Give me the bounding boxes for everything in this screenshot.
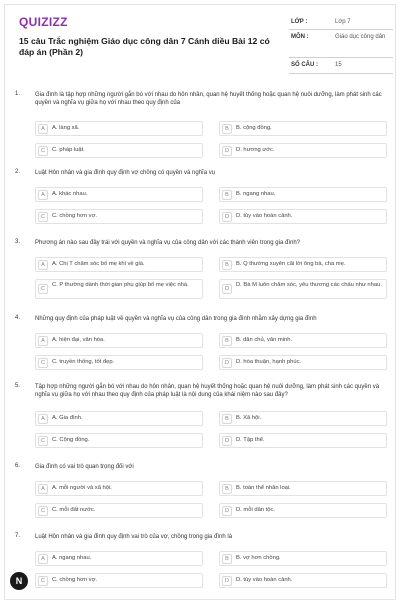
option-letter: C xyxy=(38,358,48,368)
option-b[interactable] xyxy=(219,551,387,566)
option-b[interactable] xyxy=(219,481,387,496)
option-a[interactable] xyxy=(35,411,203,426)
question-number: 7. xyxy=(15,533,21,539)
option-text: D. hòa thuận, hạnh phúc. xyxy=(236,359,302,365)
option-letter: A xyxy=(38,260,48,270)
worksheet-header xyxy=(5,5,397,69)
option-letter: A xyxy=(38,124,48,134)
meta-subject-label: MÔN : xyxy=(291,34,309,40)
option-c[interactable] xyxy=(35,143,203,158)
option-c[interactable] xyxy=(35,355,203,370)
option-d[interactable] xyxy=(219,279,387,299)
option-text: D. hương ước. xyxy=(236,147,275,153)
option-c[interactable] xyxy=(35,279,203,299)
option-letter: B xyxy=(222,414,232,424)
option-text: A. mỗi người và xã hội. xyxy=(52,485,112,491)
question-number: 2. xyxy=(15,169,21,175)
question-text: Luật Hôn nhân và gia đình quy định vai trò của vợ, chồng trong gia đình là xyxy=(35,534,233,540)
worksheet-meta xyxy=(289,15,393,74)
option-text: D. tùy vào hoàn cảnh. xyxy=(236,577,293,583)
option-b[interactable] xyxy=(219,187,387,202)
option-letter: D xyxy=(222,146,232,156)
option-a[interactable] xyxy=(35,257,203,272)
option-a[interactable] xyxy=(35,551,203,566)
option-letter: A xyxy=(38,336,48,346)
option-text: D. mỗi dân tộc. xyxy=(236,507,275,513)
option-b[interactable] xyxy=(219,121,387,136)
option-b[interactable] xyxy=(219,333,387,348)
option-text: A. Gia đình. xyxy=(52,415,83,421)
option-letter: B xyxy=(222,336,232,346)
option-d[interactable] xyxy=(219,433,387,448)
meta-class-label: LỚP : xyxy=(291,19,308,25)
option-text: C. pháp luật. xyxy=(52,147,85,153)
meta-subject-value: Giáo dục công dân xyxy=(335,34,386,40)
option-d[interactable] xyxy=(219,143,387,158)
question-number: 6. xyxy=(15,463,21,469)
option-text: A. làng xã. xyxy=(52,125,80,131)
option-text: D. Bà M luôn chăm sóc, yêu thương các cháu như nhau. xyxy=(236,282,382,288)
question-text: Những quy định của pháp luật về quyền và nghĩa vụ của công dân trong gia đình nhằm xây dựng gia đình xyxy=(35,316,317,322)
option-d[interactable] xyxy=(219,503,387,518)
option-text: B. ngang nhau. xyxy=(236,191,276,197)
question-number: 5. xyxy=(15,383,21,389)
meta-count-label: SỐ CÂU : xyxy=(291,62,318,68)
option-letter: D xyxy=(222,576,232,586)
option-d[interactable] xyxy=(219,209,387,224)
option-a[interactable] xyxy=(35,187,203,202)
option-c[interactable] xyxy=(35,503,203,518)
option-b[interactable] xyxy=(219,411,387,426)
option-text: A. khác nhau. xyxy=(52,191,88,197)
question-number: 4. xyxy=(15,315,21,321)
option-letter: A xyxy=(38,414,48,424)
option-letter: D xyxy=(222,212,232,222)
option-text: A. ngang nhau. xyxy=(52,555,92,561)
option-c[interactable] xyxy=(35,573,203,588)
option-text: B. Q thường xuyên cãi lời ông bà, cha mẹ. xyxy=(236,261,346,267)
option-text: B. vợ hơn chồng. xyxy=(236,555,281,561)
option-d[interactable] xyxy=(219,573,387,588)
question-number: 3. xyxy=(15,239,21,245)
option-text: A. hiện đại, văn hóa. xyxy=(52,337,105,343)
option-text: C. P thường dành thời gian phụ giúp bố mẹ việc nhà. xyxy=(52,282,189,288)
option-letter: A xyxy=(38,554,48,564)
option-letter: D xyxy=(222,284,232,294)
option-text: C. truyền thống, tốt đẹp. xyxy=(52,359,115,365)
meta-count-value: 15 xyxy=(335,62,342,68)
option-letter: C xyxy=(38,576,48,586)
option-letter: D xyxy=(222,358,232,368)
option-text: C. chồng hơn vợ. xyxy=(52,213,97,219)
option-letter: B xyxy=(222,554,232,564)
option-c[interactable] xyxy=(35,433,203,448)
option-text: C. chồng hơn vợ. xyxy=(52,577,97,583)
option-a[interactable] xyxy=(35,481,203,496)
question-text: Luật Hôn nhân và gia đình quy định vợ chồng có quyền và nghĩa vụ xyxy=(35,170,216,176)
option-text: A. Chị T chăm sóc bố mẹ khi về già. xyxy=(52,261,145,267)
option-text: B. dân chủ, văn minh. xyxy=(236,337,293,343)
option-letter: B xyxy=(222,484,232,494)
option-text: B. toàn thể nhân loại. xyxy=(236,485,291,491)
meta-class-row xyxy=(289,15,393,30)
meta-subject-row xyxy=(289,30,393,58)
meta-count-row xyxy=(289,58,393,74)
option-text: C. Cộng đồng. xyxy=(52,437,90,443)
option-letter: D xyxy=(222,436,232,446)
option-letter: C xyxy=(38,212,48,222)
option-b[interactable] xyxy=(219,257,387,272)
option-letter: D xyxy=(222,506,232,516)
option-d[interactable] xyxy=(219,355,387,370)
option-text: D. tùy vào hoàn cảnh. xyxy=(236,213,293,219)
option-a[interactable] xyxy=(35,121,203,136)
option-text: D. Tập thể. xyxy=(236,437,265,443)
question-text: Phương án nào sau đây trái với quyền và nghĩa vụ của công dân với các thành viên trong gia đình? xyxy=(35,240,300,246)
option-text: B. Xã hội. xyxy=(236,415,262,421)
option-letter: C xyxy=(38,284,48,294)
quizizz-logo[interactable]: QUIZIZZ xyxy=(19,15,68,29)
option-letter: C xyxy=(38,146,48,156)
question-text: Gia đình là tập hợp những người gắn bó với nhau do hôn nhân, quan hệ huyết thống hoặc quan hệ nuôi dưỡng, làm phát sinh các quyền và nghĩa vụ giữa họ với nhau theo quy định của xyxy=(35,92,382,106)
option-letter: C xyxy=(38,436,48,446)
question-text: Tập hợp những người gắn bó với nhau do hôn nhân, quan hệ huyết thống hoặc quan hệ nuôi dưỡng, làm phát sinh các quyền và nghĩa vụ giữa họ với nhau theo quy định của pháp luật là nội dung của khái niệm nào sau đây? xyxy=(35,384,380,398)
question-number: 1. xyxy=(15,91,21,97)
option-text: C. mỗi đất nước. xyxy=(52,507,96,513)
option-letter: A xyxy=(38,190,48,200)
worksheet-page xyxy=(4,4,396,600)
question-text: Gia đình có vai trò quan trọng đối với xyxy=(35,464,134,470)
option-c[interactable] xyxy=(35,209,203,224)
app-launcher-button[interactable]: N xyxy=(10,572,28,590)
option-a[interactable] xyxy=(35,333,203,348)
meta-class-value: Lớp 7 xyxy=(335,19,351,25)
worksheet-title: 15 câu Trắc nghiệm Giáo dục công dân 7 Cánh diều Bài 12 có đáp án (Phần 2) xyxy=(19,36,270,57)
option-letter: C xyxy=(38,506,48,516)
option-letter: B xyxy=(222,260,232,270)
option-letter: B xyxy=(222,190,232,200)
option-letter: A xyxy=(38,484,48,494)
option-letter: B xyxy=(222,124,232,134)
option-text: B. cộng đồng. xyxy=(236,125,272,131)
